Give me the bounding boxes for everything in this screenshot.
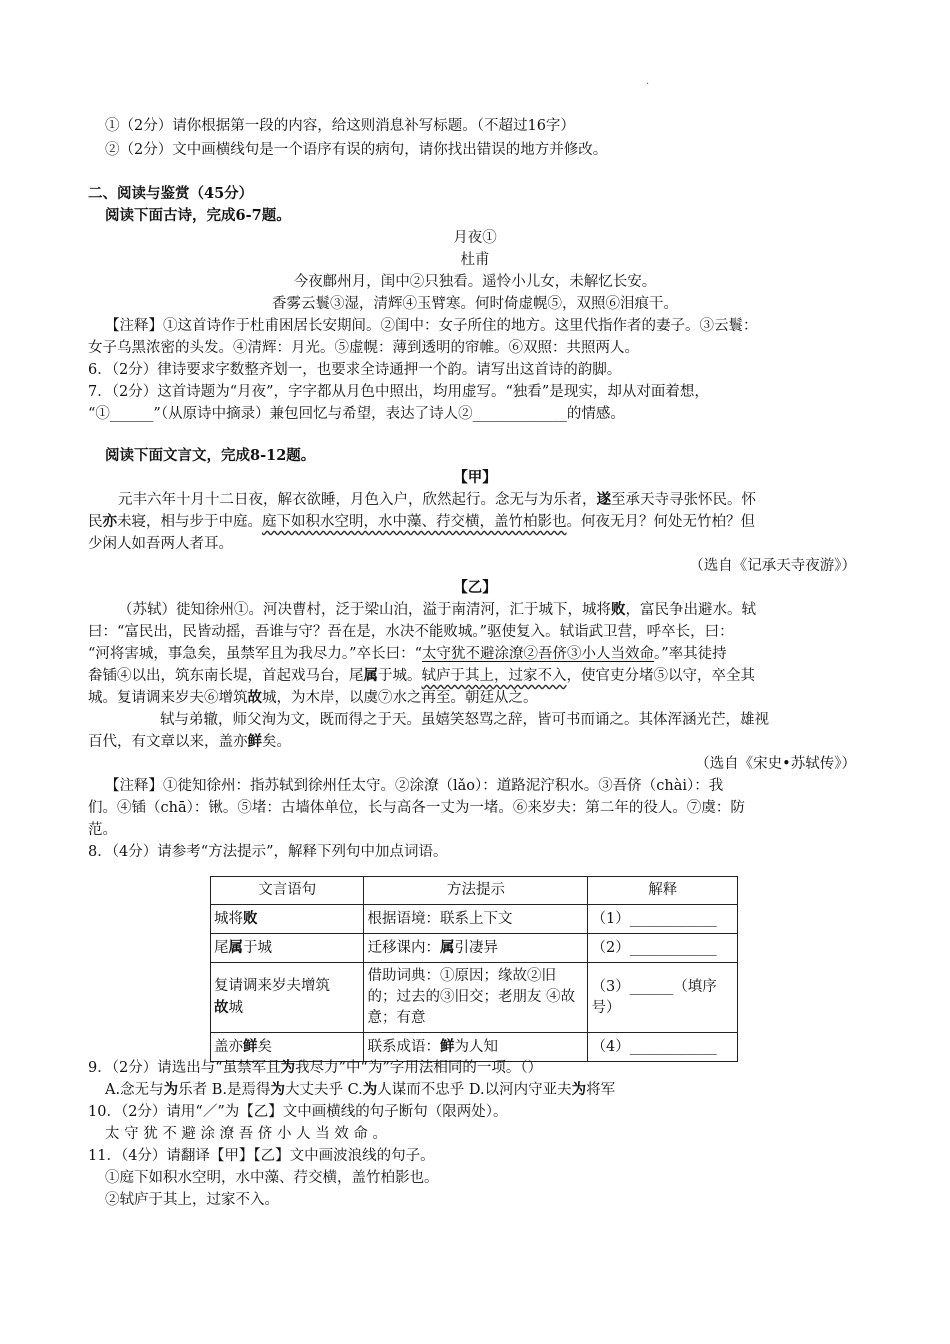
q8-row1-hint: 根据语境：联系上下文 — [364, 905, 588, 934]
section2-title: 二、阅读与鉴赏（45分） — [88, 185, 254, 202]
q9-stem: 9．（2分）请选出与“虽禁军且为我尽力”中“为”字用法相同的一项。（） — [88, 1059, 543, 1076]
yi-line-2: 曰：“富民出，民皆动摇，吾谁与守？吾在是，水决不能败城。”驱使复入。轼诣武卫营，呼卒长，曰： — [88, 624, 734, 640]
poem-note-line-2: 女子乌黑浓密的头发。④清辉：月光。⑤虚幌：薄到透明的帘帷。⑥双照：共照两人。 — [88, 340, 639, 356]
q11-sentence-2: ②轼庐于其上，过家不入。 — [105, 1192, 279, 1208]
yi-note-line-1: 【注释】①徙知徐州：指苏轼到徐州任太守。②涂潦（lǎo）：道路泥泞积水。③吾侪（chài）：我 — [105, 778, 724, 794]
passage-jia-label: 【甲】 — [453, 469, 497, 486]
jia-dotted-word-yi: 亦 — [102, 513, 117, 530]
q10-stem: 10．（2分）请用“／”为【乙】文中画横线的句子断句（限两处）。 — [88, 1104, 508, 1120]
q11-sentence-1: ①庭下如积水空明，水中藻、荇交横，盖竹柏影也。 — [105, 1170, 439, 1186]
jia-line-1: 元丰六年十月十二日夜，解衣欲睡，月色入户，欣然起行。念无与为乐者，遂至承天寺寻张怀民。怀 — [118, 491, 756, 508]
q9-option-a[interactable]: A.念无与为乐者 — [105, 1081, 212, 1098]
q7-text-a: “① — [88, 406, 110, 422]
yi-dotted-word-gu: 故 — [247, 689, 262, 706]
poem-line-1: 今夜鄜州月，闺中②只独看。遥怜小儿女，未解忆长安。 — [293, 274, 657, 290]
q7-blank-2[interactable]: _____________ — [472, 406, 567, 422]
q8-stem: 8．（4分）请参考“方法提示”，解释下列句中加点词语。 — [88, 844, 448, 860]
q9-option-b[interactable]: B.是焉得为大丈夫乎 — [211, 1081, 348, 1098]
q7-blank-1[interactable]: ______ — [109, 406, 154, 422]
yi-dotted-word-xian: 鲜 — [247, 733, 262, 750]
poem-line-2: 香雾云鬟③湿，清辉④玉臂寒。何时倚虚幌⑤，双照⑥泪痕干。 — [272, 296, 678, 312]
yi-dotted-word-bai: 败 — [611, 601, 626, 618]
q8-row4-hint: 联系成语：鲜为人知 — [364, 1033, 588, 1062]
yi-line-4: 畚锸④以出，筑东南长堤，首起戏马台，尾属于城。轼庐于其上，过家不入，使官吏分堵⑤以守，卒全其 — [88, 667, 755, 684]
yi-underlined-sentence: 太守犹不避涂潦②吾侪③小人当效命 — [422, 646, 654, 662]
q8-row1-sentence: 城将败 — [211, 905, 364, 934]
poem-title: 月夜① — [453, 230, 497, 246]
yi-line-7: 百代，有文章以来，盖亦鲜矣。 — [88, 733, 291, 750]
q8-row3-hint: 借助词典：①原因；缘故②旧的；过去的③旧交；老朋友 ④故意；有意 — [364, 963, 588, 1033]
yi-source: （选自《宋史•苏轼传》） — [695, 756, 856, 772]
q10-sentence: 太 守 犹 不 避 涂 潦 吾 侪 小 人 当 效 命 。 — [105, 1126, 388, 1142]
yi-line-3: “河将害城，事急矣，虽禁军且为我尽力。”卒长曰：“太守犹不避涂潦②吾侪③小人当效命。”率其徒持 — [88, 646, 727, 662]
q8-row4-answer[interactable]: （4）____________ — [588, 1033, 738, 1062]
jia-line-2: 民亦未寝，相与步于中庭。庭下如积水空明，水中藻、荇交横，盖竹柏影也。何夜无月？何处无竹柏？但 — [88, 513, 755, 530]
yi-line-1: （苏轼）徙知徐州①。河决曹村，泛于梁山泊，溢于南清河，汇于城下，城将败，富民争出避水。轼 — [118, 601, 756, 618]
q11-stem: 11．（4分）请翻译【甲】【乙】文中画波浪线的句子。 — [88, 1148, 435, 1164]
table-row — [211, 905, 738, 934]
q7-line-1: 7．（2分）这首诗题为“月夜”，字字都从月色中照出，均用虚写。“独看”是现实，却从对面着想， — [88, 384, 709, 400]
q8-header-explain: 解释 — [588, 877, 738, 905]
yi-line-6: 轼与弟辙，师父洵为文，既而得之于天。虽嬉笑怒骂之辞，皆可书而诵之。其体浑涵光芒，雄视 — [160, 712, 769, 728]
q8-row3-sentence: 复请调来岁夫增筑 故城 — [211, 963, 364, 1033]
jia-dotted-word-sui: 遂 — [596, 491, 611, 508]
yi-line-5: 城。复请调来岁夫⑥增筑故城，为木岸，以虞⑦水之再至。朝廷从之。 — [88, 689, 538, 706]
q8-row2-answer[interactable]: （2）____________ — [588, 934, 738, 963]
q5-sub1: ①（2分）请你根据第一段的内容，给这则消息补写标题。（不超过16字） — [105, 118, 575, 134]
poem-note-line-1: 【注释】①这首诗作于杜甫困居长安期间。②闺中：女子所住的地方。这里代指作者的妻子。③云鬟： — [105, 318, 758, 334]
q8-row4-sentence: 盖亦鲜矣 — [211, 1033, 364, 1062]
passage-yi-label: 【乙】 — [453, 579, 497, 596]
yi-note-line-3: 范。 — [88, 822, 117, 838]
q8-table — [210, 876, 738, 1062]
q8-row2-hint: 迁移课内：属引凄异 — [364, 934, 588, 963]
classical-intro: 阅读下面文言文，完成8-12题。 — [105, 447, 316, 464]
table-row — [211, 963, 738, 1033]
yi-dotted-word-shu: 属 — [363, 667, 378, 684]
q8-row2-sentence: 尾属于城 — [211, 934, 364, 963]
q8-header-sentence: 文言语句 — [211, 877, 364, 905]
table-row — [211, 934, 738, 963]
jia-wavy-sentence: 庭下如积水空明，水中藻、荇交横，盖竹柏影也 — [262, 514, 567, 530]
poem-intro: 阅读下面古诗，完成6-7题。 — [105, 207, 291, 224]
yi-wavy-sentence: 轼庐于其上，过家不入 — [421, 668, 567, 684]
q7-line-2 — [88, 404, 625, 424]
q9-option-d[interactable]: D.以河内守亚夫为将军 — [468, 1081, 616, 1098]
q8-row3-answer[interactable]: （3）______（填序号） — [588, 963, 738, 1033]
q8-row1-answer[interactable]: （1）____________ — [588, 905, 738, 934]
jia-line-3: 少闲人如吾两人者耳。 — [88, 536, 233, 552]
q7-text-c: 的情感。 — [566, 406, 625, 422]
yi-note-line-2: 们。④锸（chā）：锹。⑤堵：古墙体单位，长与高各一丈为一堵。⑥来岁夫：第二年的役人。⑦虞：防 — [88, 800, 745, 816]
q8-header-hint: 方法提示 — [364, 877, 588, 905]
q8-table-header-row — [211, 877, 738, 905]
q7-text-b: ”（从原诗中摘录）兼包回忆与希望，表达了诗人② — [153, 406, 473, 422]
q9-option-c[interactable]: C.为人谋而不忠乎 — [347, 1081, 469, 1098]
q5-sub2: ②（2分）文中画横线句是一个语序有误的病句，请你找出错误的地方并修改。 — [105, 142, 608, 158]
header-dot: . — [646, 76, 650, 87]
q9-options — [105, 1080, 615, 1100]
q6-stem: 6．（2分）律诗要求字数整齐划一，也要求全诗通押一个韵。请写出这首诗的韵脚。 — [88, 362, 622, 378]
jia-source: （选自《记承天寺夜游》） — [689, 558, 856, 574]
poem-author: 杜甫 — [460, 252, 490, 268]
